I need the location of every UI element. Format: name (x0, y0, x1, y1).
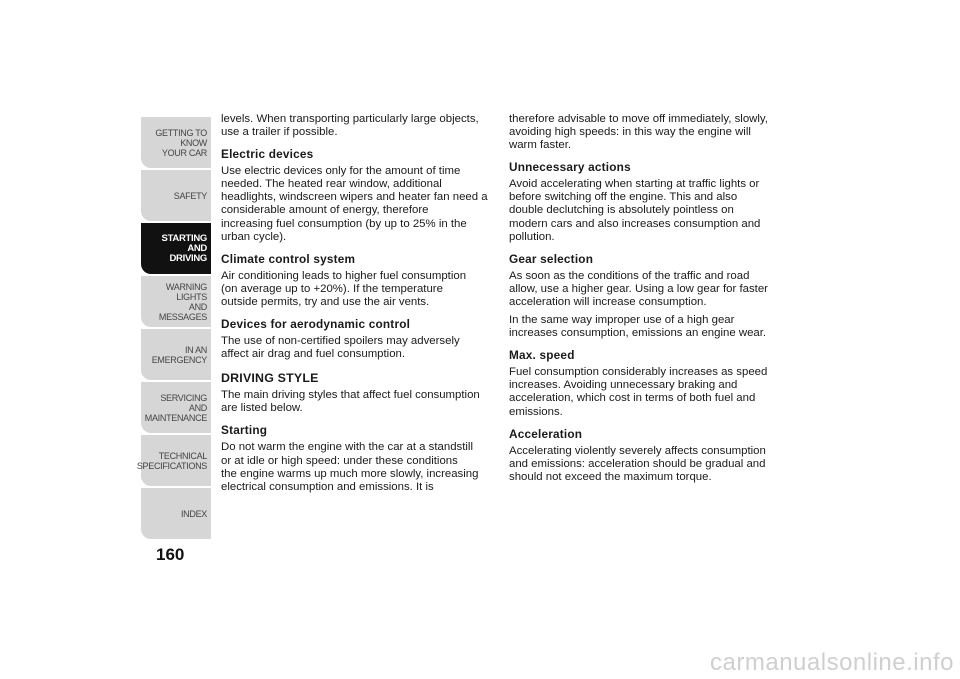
right-column (509, 113, 785, 489)
tab-technical-specs[interactable] (136, 435, 211, 486)
paragraph: Use electric devices only for the amount of time needed. The heated rear window, additional headlights, windscreen wipers and heater fan need a considerable amount of energy, therefore increasing fuel consumption (by up to 25% in the urban cycle). (221, 165, 488, 243)
paragraph: In the same way improper use of a high gear increases consumption, emissions an engine wear. (509, 314, 767, 340)
section-heading: Electric devices (221, 147, 314, 162)
tab-label: STARTING AND DRIVING (161, 232, 207, 264)
tab-safety[interactable] (141, 170, 211, 221)
paragraph: Accelerating violently severely affects consumption and emissions: acceleration should be gradual and should not exceed the maximum torque. (509, 444, 766, 483)
page-number: 160 (156, 545, 185, 564)
paragraph: Air conditioning leads to higher fuel consumption (on average up to +20%). If the temperature outside permits, try and use the air vents. (221, 269, 467, 308)
section-heading: Acceleration (509, 426, 583, 441)
tab-warning-lights[interactable] (141, 276, 211, 327)
paragraph: As soon as the conditions of the traffic and road allow, use a higher gear. Using a low gear for faster acceleration will increase consumption. (509, 269, 768, 308)
section-heading: Max. speed (509, 348, 575, 363)
paragraph: Do not warm the engine with the car at a standstill or at idle or high speed: under these conditions the engine warms up much more slowly, increasing electrical consumption and emissions. It is (221, 441, 479, 493)
paragraph: Fuel consumption considerably increases as speed increases. Avoiding unnecessary braking and acceleration, which cost in terms of both fuel and emissions. (509, 366, 768, 418)
left-column (221, 113, 497, 499)
paragraph: The main driving styles that affect fuel consumption are listed below. (221, 389, 480, 415)
section-heading: Gear selection (509, 251, 594, 266)
tab-label: WARNING LIGHTS AND MESSAGES (158, 281, 207, 322)
paragraph: levels. When transporting particularly large objects, use a trailer if possible. (221, 113, 479, 139)
tab-emergency[interactable] (141, 329, 211, 380)
paragraph: The use of non-certified spoilers may adversely affect air drag and fuel consumption. (221, 335, 460, 361)
paragraph: Avoid accelerating when starting at traffic lights or before switching off the engine. This and also double declutching is absolutely pointless on modern cars and also increases consumption and pollution. (509, 178, 761, 243)
paragraph: therefore advisable to move off immediately, slowly, avoiding high speeds: in this way the engine will warm faster. (509, 113, 768, 152)
tab-servicing[interactable] (141, 382, 211, 433)
tab-label: IN AN EMERGENCY (151, 344, 207, 365)
section-heading: Starting (221, 423, 268, 438)
tab-label: SERVICING AND MAINTENANCE (144, 392, 207, 423)
tab-label: TECHNICAL SPECIFICATIONS (136, 450, 207, 471)
tab-starting-driving[interactable] (141, 223, 211, 274)
section-heading: Devices for aerodynamic control (221, 317, 411, 332)
tab-label: SAFETY (173, 190, 207, 201)
tab-getting-to-know[interactable] (141, 117, 211, 168)
tab-label: INDEX (180, 508, 207, 519)
tab-index[interactable] (141, 488, 211, 539)
tab-label: GETTING TO KNOW YOUR CAR (155, 127, 207, 158)
section-heading: Unnecessary actions (509, 160, 631, 175)
watermark-text: carmanualsonline.info (710, 649, 954, 676)
chapter-heading: DRIVING STYLE (221, 371, 319, 386)
section-heading: Climate control system (221, 251, 356, 266)
